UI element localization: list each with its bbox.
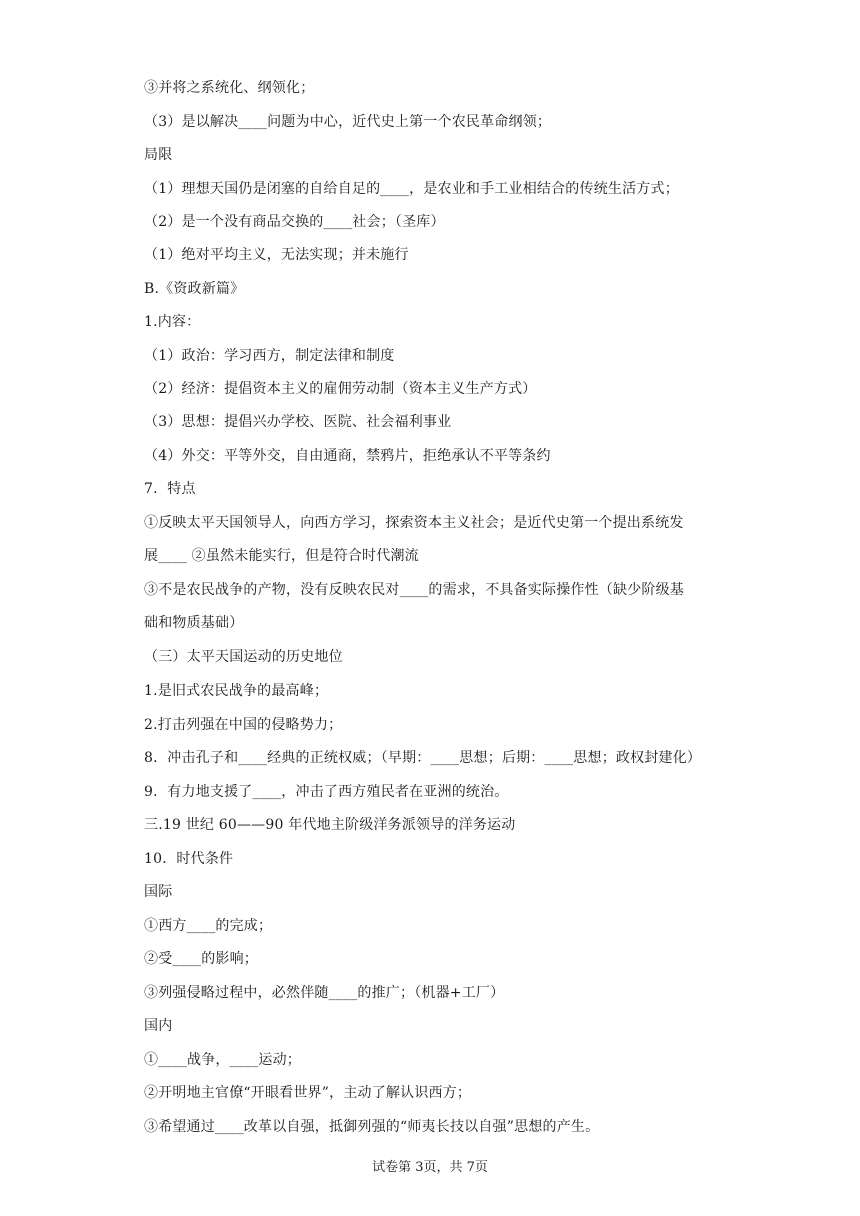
- section-heading: B.《资政新篇》: [144, 281, 245, 297]
- text-line: ③列强侵略过程中，必然伴随____的推广；（机器+工厂）: [144, 985, 505, 1001]
- text-line: 2.打击列强在中国的侵略势力；: [144, 717, 343, 733]
- text-line: （1）绝对平均主义，无法实现；并未施行: [144, 247, 409, 263]
- text-line: ③不是农民战争的产物，没有反映农民对____的需求，不具备实际操作性（缺少阶级基: [144, 582, 684, 598]
- text-line: 1.是旧式农民战争的最高峰；: [144, 683, 329, 699]
- text-line: ③希望通过____改革以自强，抵御列强的“师夷长技以自强”思想的产生。: [144, 1119, 600, 1135]
- text-line: 础和物质基础）: [144, 615, 244, 631]
- text-line: 国内: [144, 1018, 173, 1034]
- question-line: 9．有力地支援了____，冲击了西方殖民者在亚洲的统治。: [144, 784, 509, 800]
- question-line: 8．冲击孔子和____经典的正统权威；（早期：____思想；后期：____思想；政权封建化）: [144, 750, 702, 766]
- section-heading: 三.19 世纪 60——90 年代地主阶级洋务派领导的洋务运动: [144, 817, 516, 833]
- text-line: （3）思想：提倡兴办学校、医院、社会福利事业: [144, 414, 452, 430]
- text-line: 局限: [144, 147, 173, 163]
- text-line: （1）政治：学习西方，制定法律和制度: [144, 348, 395, 364]
- text-line: 1.内容：: [144, 314, 201, 330]
- section-heading: （三）太平天国运动的历史地位: [144, 649, 343, 665]
- text-line: 国际: [144, 884, 173, 900]
- question-heading: 7．特点: [144, 481, 196, 497]
- text-line: （4）外交：平等外交，自由通商，禁鸦片，拒绝承认不平等条约: [144, 448, 551, 464]
- question-heading: 10．时代条件: [144, 851, 234, 867]
- text-line: ③并将之系统化、纲领化；: [144, 80, 315, 96]
- text-line: （2）经济：提倡资本主义的雇佣劳动制（资本主义生产方式）: [144, 381, 537, 397]
- text-line: （3）是以解决____问题为中心，近代史上第一个农民革命纲领；: [144, 114, 552, 130]
- text-line: （1）理想天国仍是闭塞的自给自足的____，是农业和手工业相结合的传统生活方式；: [144, 181, 679, 197]
- text-line: ①反映太平天国领导人，向西方学习，探索资本主义社会；是近代史第一个提出系统发: [144, 515, 684, 531]
- text-line: 展____ ②虽然未能实行，但是符合时代潮流: [144, 548, 419, 564]
- page-footer: 试卷第 3页，共 7页: [372, 1160, 488, 1175]
- text-line: （2）是一个没有商品交换的____社会；（圣库）: [144, 214, 445, 230]
- text-line: ①____战争，____运动；: [144, 1052, 301, 1068]
- text-line: ①西方____的完成；: [144, 918, 273, 934]
- text-line: ②受____的影响；: [144, 951, 258, 967]
- text-line: ②开明地主官僚“开眼看世界”，主动了解认识西方；: [144, 1085, 472, 1101]
